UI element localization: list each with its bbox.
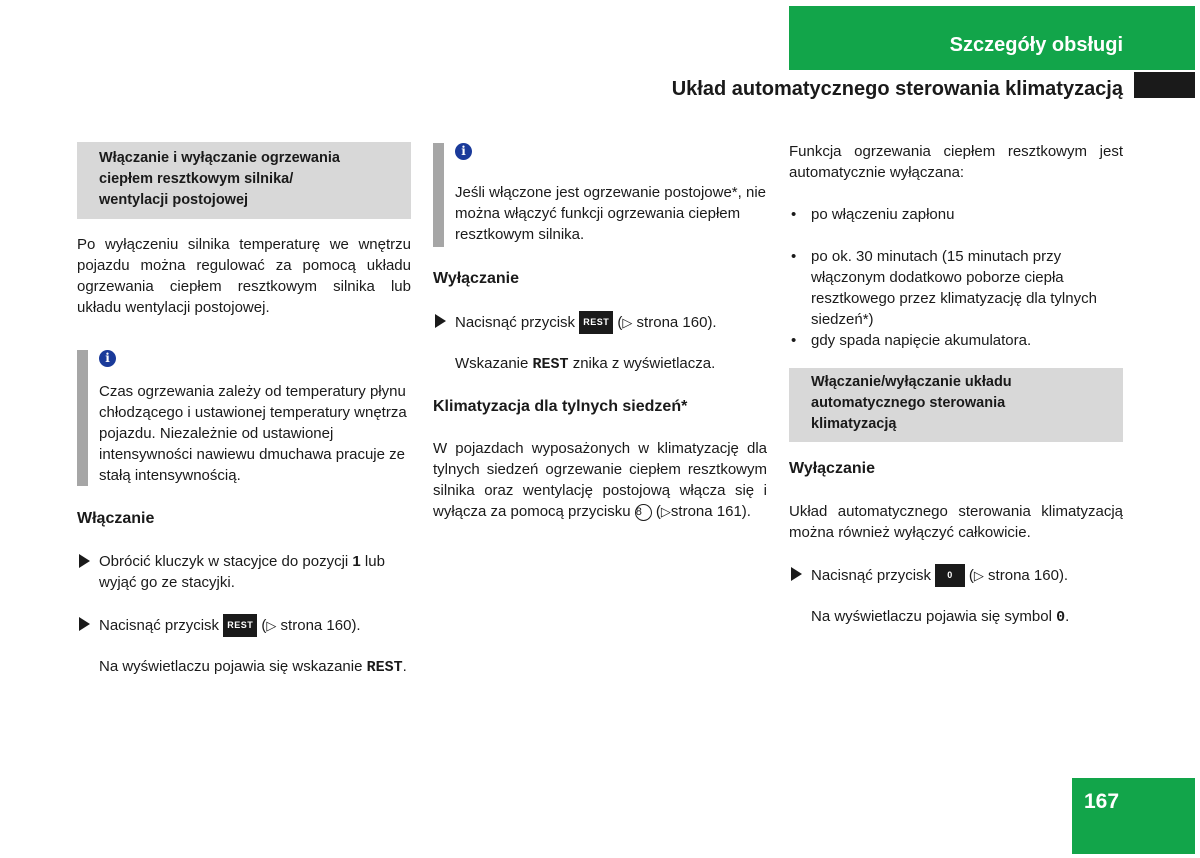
box-title-line: klimatyzacją <box>811 416 897 432</box>
heading-rear-climate: Klimatyzacja dla tylnych siedzeń* <box>433 398 688 415</box>
heading-switch-off: Wyłączanie <box>433 270 519 287</box>
step-result: Wskazanie REST znika z wyświetlacza. <box>455 355 716 373</box>
section-tab <box>789 6 1195 70</box>
bullet-icon: • <box>791 248 797 265</box>
section-box-residual-heat <box>77 142 411 219</box>
auto-off-intro: Funkcja ogrzewania ciepłem resztkowym jest automatycznie wyłączana: <box>789 143 1123 181</box>
step-arrow-icon <box>79 617 90 631</box>
step-result: Na wyświetlaczu pojawia się symbol 0. <box>811 608 1070 626</box>
button-8-icon: 8 <box>635 504 652 521</box>
box-title-line: Włączanie i wyłączanie ogrzewania <box>99 150 340 166</box>
note-bar <box>433 143 444 247</box>
rest-key-icon: REST <box>223 614 257 637</box>
zero-key-icon: 0 <box>935 564 965 587</box>
note-bar <box>77 350 88 486</box>
heading-switch-off: Wyłączanie <box>789 460 875 477</box>
heading-switch-on: Włączanie <box>77 510 155 527</box>
page-ref-icon: ▷ <box>973 569 984 584</box>
box-title-line: wentylacji postojowej <box>99 192 249 208</box>
step-arrow-icon <box>791 567 802 581</box>
info-icon: i <box>99 350 116 367</box>
bullet-item: po włączeniu zapłonu <box>811 206 955 223</box>
step-result: Na wyświetlaczu pojawia się wskazanie REST. <box>99 658 407 676</box>
page-number: 167 <box>1084 790 1120 813</box>
box-title-line: ciepłem resztkowym silnika/ <box>99 171 294 187</box>
page-ref-icon: ▷ <box>266 619 277 634</box>
info-note: Jeśli włączone jest ogrzewanie postojowe*, nie można włączyć funkcji ogrzewania ciepłem resztkowym silnika. <box>455 184 767 243</box>
step-press-rest: Nacisnąć przycisk REST (▷ strona 160). <box>99 614 411 637</box>
rest-key-icon: REST <box>579 311 613 334</box>
step-arrow-icon <box>79 554 90 568</box>
info-icon: i <box>455 143 472 160</box>
page-title: Układ automatycznego sterowania klimatyzacją <box>671 78 1123 100</box>
page-ref-icon: ▷ <box>622 316 633 331</box>
section-title: Szczegóły obsługi <box>949 34 1123 56</box>
bullet-icon: • <box>791 332 797 349</box>
step-turn-key: Obrócić kluczyk w stacyjce do pozycji 1 lub wyjąć go ze stacyjki. <box>99 553 385 591</box>
bullet-item: gdy spada napięcie akumulatora. <box>811 332 1032 349</box>
section-box-auto-climate <box>789 368 1123 442</box>
info-note: Czas ogrzewania zależy od temperatury płynu chłodzącego i ustawionej temperatury wnętrza pojazdu. Niezależnie od ustawionej intensywności nawiewu dmuchawa pracuje ze stałą intensywnością. <box>99 383 407 484</box>
step-arrow-icon <box>435 314 446 328</box>
box-title-line: Włączanie/wyłączanie układu <box>811 374 1012 390</box>
header-marker <box>1134 72 1195 98</box>
bullet-item: po ok. 30 minutach (15 minutach przy włączonym dodatkowo poborze ciepła resztkowego przez klimatyzację dla tylnych siedzeń*) <box>811 248 1097 328</box>
box-title-line: automatycznego sterowania <box>811 395 1006 411</box>
page-number-tab <box>1072 778 1195 854</box>
rear-climate-paragraph: W pojazdach wyposażonych w klimatyzację dla tylnych siedzeń ogrzewanie ciepłem resztkowym silnika oraz wentylację postojową włącza się i wyłącza za pomocą przycisku 8 (▷strona 161). <box>433 440 767 520</box>
page-ref-icon: ▷ <box>660 505 671 520</box>
intro-paragraph: Po wyłączeniu silnika temperaturę we wnętrzu pojazdu można regulować za pomocą układu ogrzewania ciepłem resztkowym silnika lub układu wentylacji postojowej. <box>77 236 411 316</box>
bullet-icon: • <box>791 206 797 223</box>
step-press-rest: Nacisnąć przycisk REST (▷ strona 160). <box>455 311 767 334</box>
step-press-zero: Nacisnąć przycisk 0 (▷ strona 160). <box>811 564 1123 587</box>
auto-off-paragraph: Układ automatycznego sterowania klimatyzacją można również wyłączyć całkowicie. <box>789 503 1123 541</box>
